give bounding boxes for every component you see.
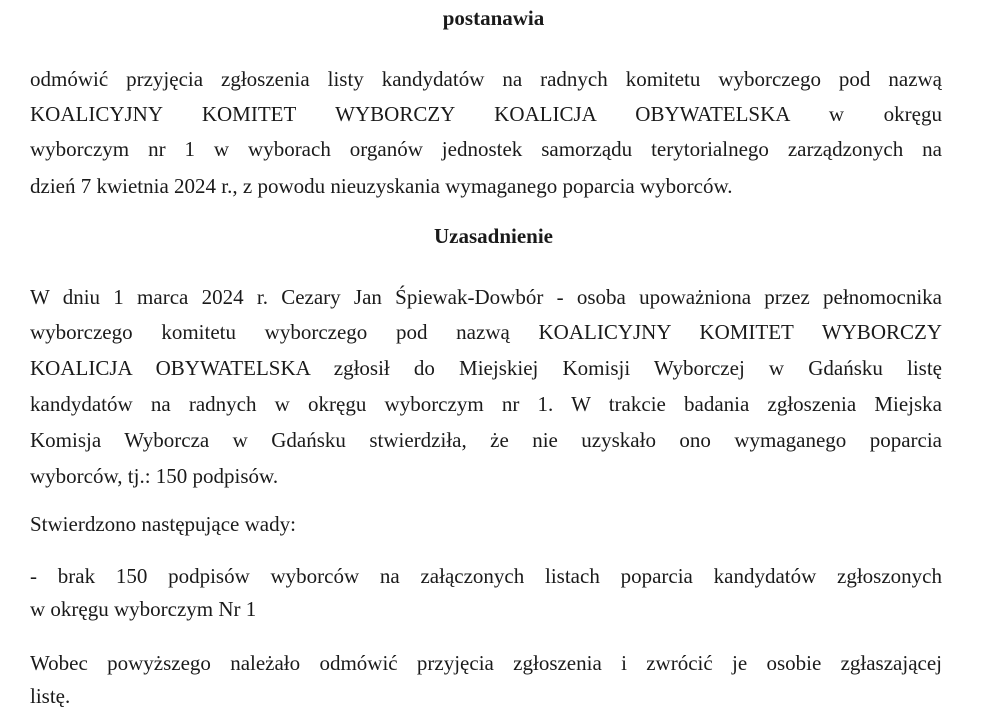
justification-line-3: KOALICJA OBYWATELSKA zgłosił do Miejskiej Komisji Wyborczej w Gdańsku listę [30,356,942,380]
decision-line-4: dzień 7 kwietnia 2024 r., z powodu nieuzyskania wymaganego poparcia wyborców. [30,174,733,198]
justification-line-4: kandydatów na radnych w okręgu wyborczym nr 1. W trakcie badania zgłoszenia Miejska [30,392,942,416]
defect-line-1: - brak 150 podpisów wyborców na załączonych listach poparcia kandydatów zgłoszonych [30,564,942,588]
justification-line-2: wyborczego komitetu wyborczego pod nazwą KOALICYJNY KOMITET WYBORCZY [30,320,942,344]
conclusion-line-1: Wobec powyższego należało odmówić przyjęcia zgłoszenia i zwrócić je osobie zgłaszającej [30,651,942,675]
heading-justification: Uzasadnienie [433,224,553,248]
defect-line-2: w okręgu wyborczym Nr 1 [30,597,257,621]
defects-intro: Stwierdzono następujące wady: [30,512,296,536]
conclusion-line-2: listę. [30,684,71,708]
decision-line-1: odmówić przyjęcia zgłoszenia listy kandydatów na radnych komitetu wyborczego pod nazwą [30,67,942,91]
justification-line-5: Komisja Wyborcza w Gdańsku stwierdziła, że nie uzyskało ono wymaganego poparcia [30,428,942,452]
decision-line-2: KOALICYJNY KOMITET WYBORCZY KOALICJA OBYWATELSKA w okręgu [30,102,942,126]
justification-line-1: W dniu 1 marca 2024 r. Cezary Jan Śpiewak-Dowbór - osoba upoważniona przez pełnomocnika [30,285,942,309]
heading-decision: postanawia [442,6,545,30]
decision-line-3: wyborczym nr 1 w wyborach organów jednostek samorządu terytorialnego zarządzonych na [30,137,942,161]
justification-line-6: wyborców, tj.: 150 podpisów. [30,464,279,488]
